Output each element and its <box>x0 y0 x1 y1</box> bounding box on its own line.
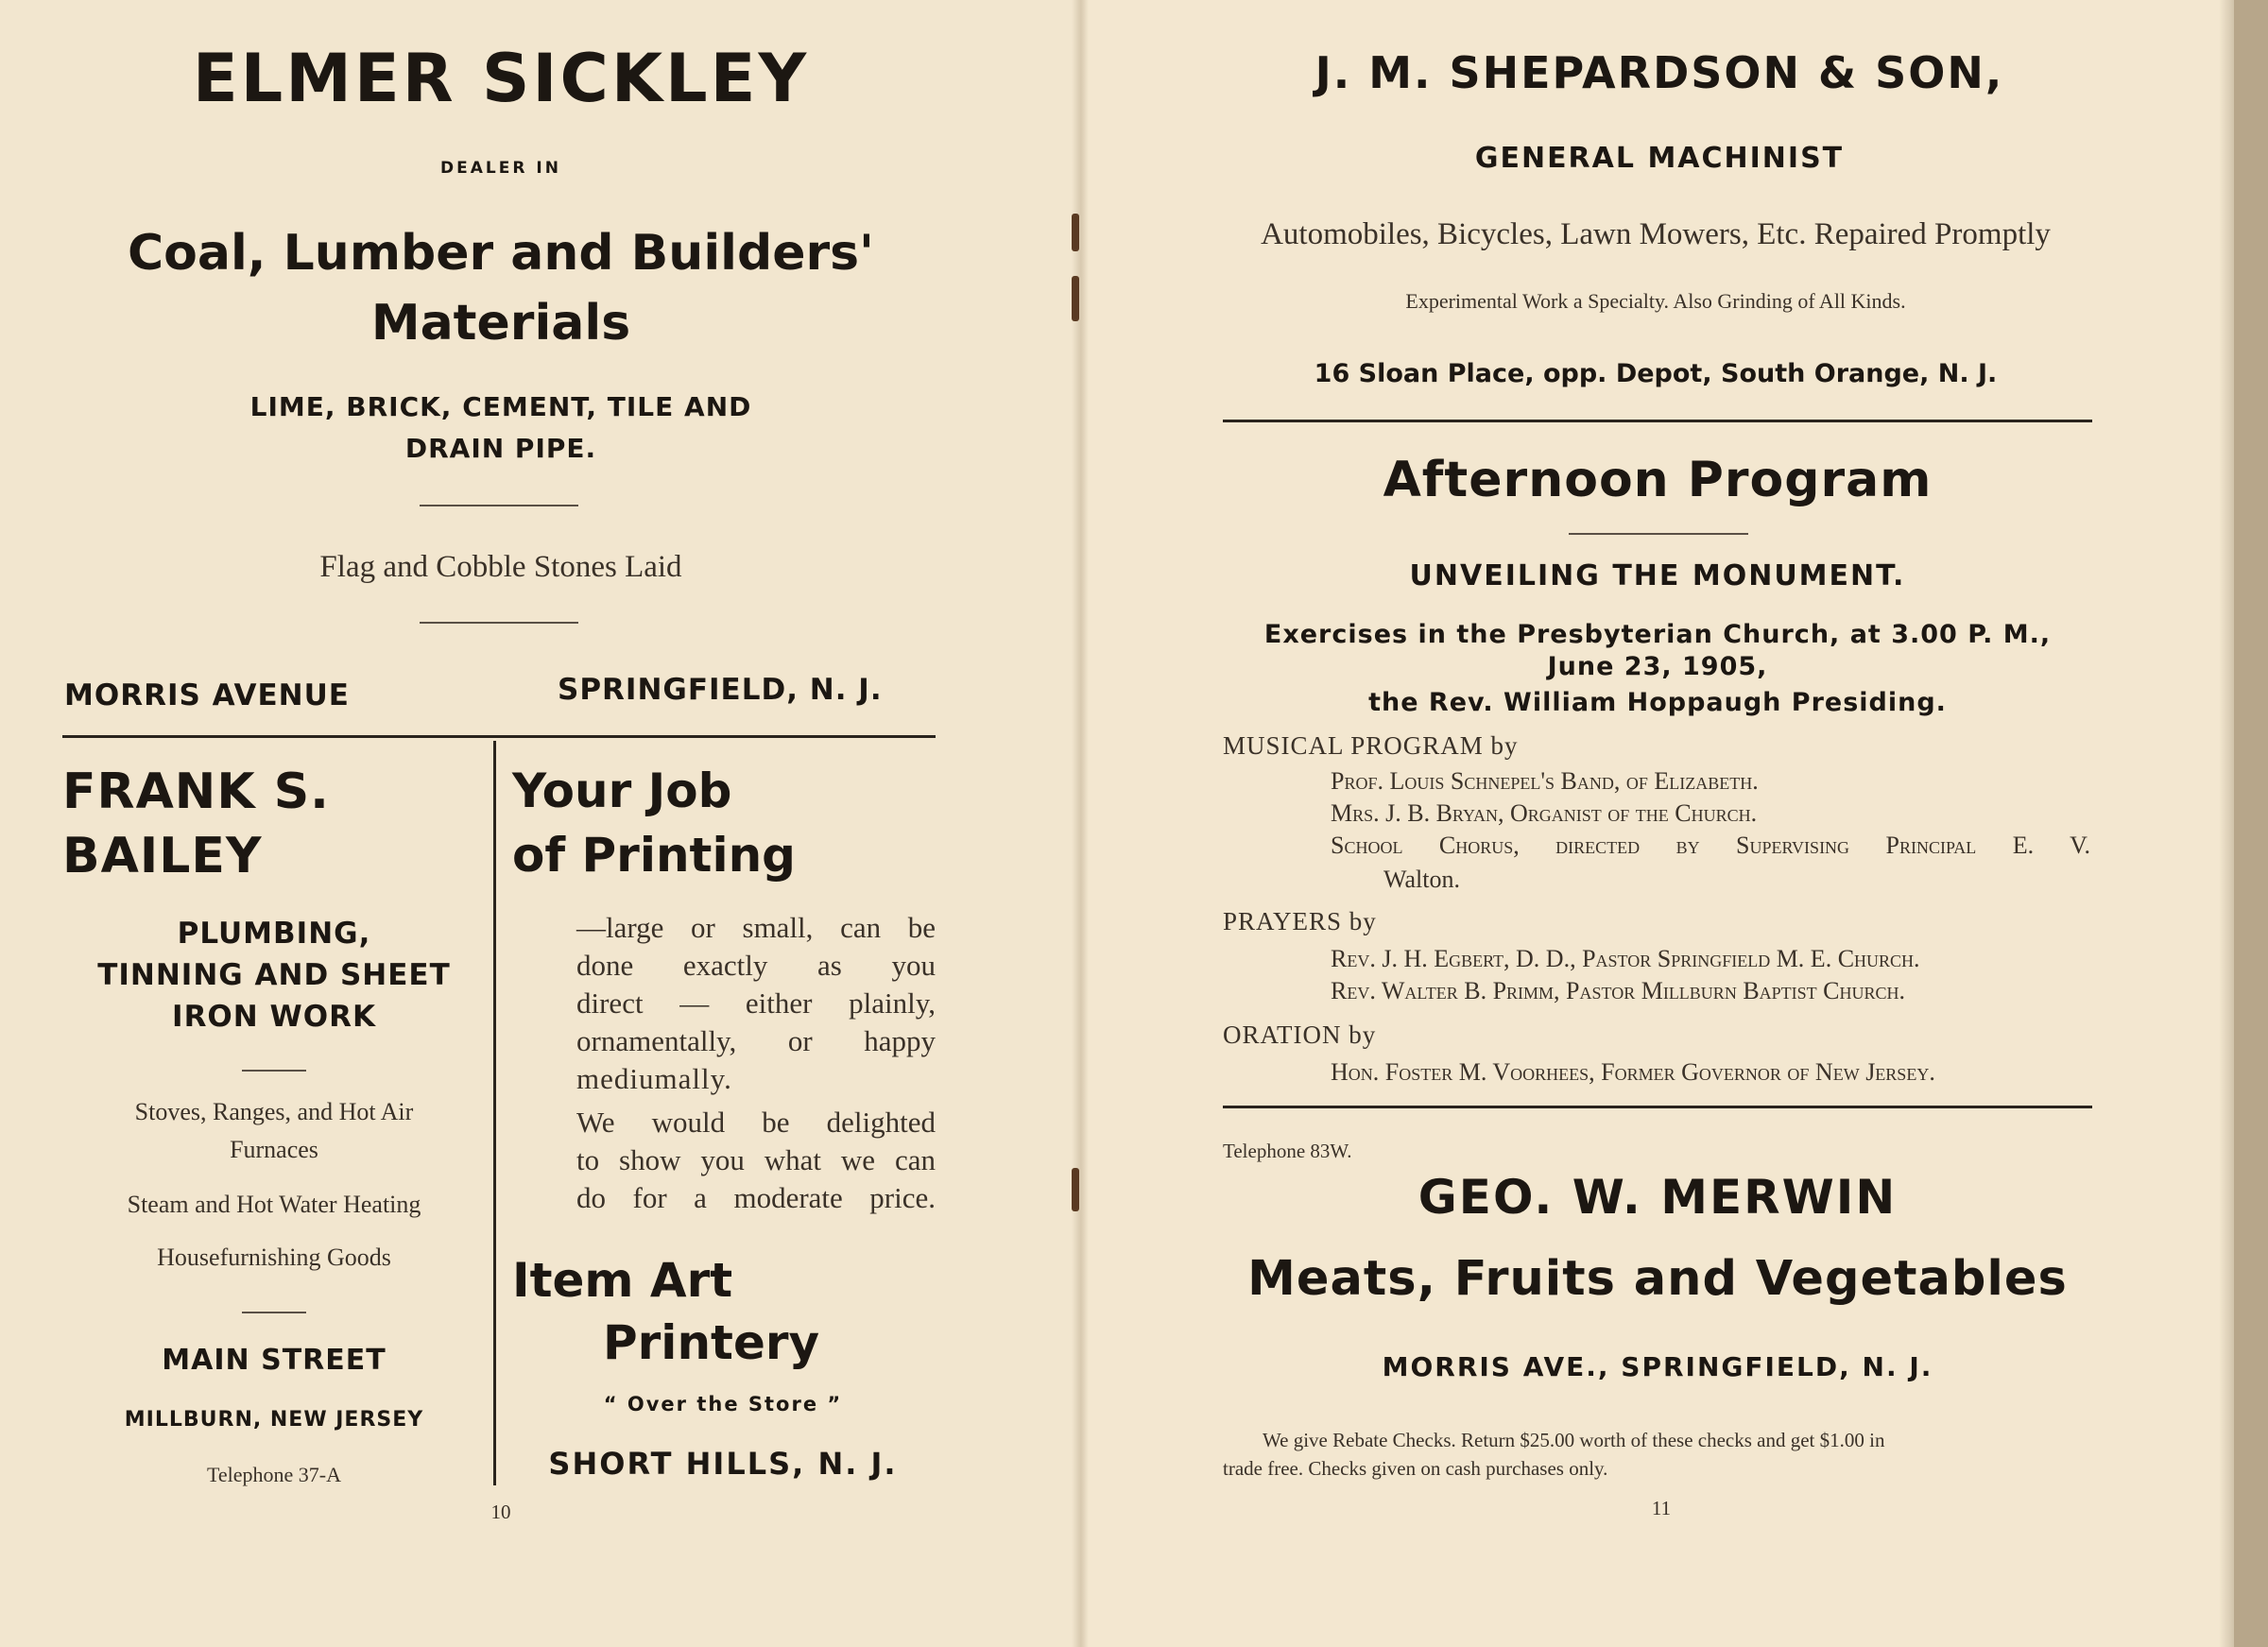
sickley-name: ELMER SICKLEY <box>192 40 810 117</box>
bailey-trade-line1: PLUMBING, <box>177 917 371 951</box>
sickley-town: SPRINGFIELD, N. J. <box>558 673 883 707</box>
merwin-goods: Meats, Fruits and Vegetables <box>1247 1251 2068 1307</box>
bailey-stoves-line1: Stoves, Ranges, and Hot Air <box>134 1098 414 1125</box>
program-subtitle: UNVEILING THE MONUMENT. <box>1409 559 1906 592</box>
program-exercises-line1: Exercises in the Presbyterian Church, at 3.00 P. M., <box>1263 620 2052 649</box>
staple-top <box>1072 214 1079 251</box>
program-title-rule <box>1569 533 1748 535</box>
printery-body-1: —large or small, can be <box>576 911 936 944</box>
shepardson-address: 16 Sloan Place, opp. Depot, South Orange, N. J. <box>1314 359 1998 388</box>
shepardson-trade: GENERAL MACHINIST <box>1474 142 1845 175</box>
bailey-telephone: Telephone 37-A <box>206 1463 342 1486</box>
merwin-name: GEO. W. MERWIN <box>1418 1170 1898 1225</box>
prayers-item-1: Rev. J. H. Egbert, D. D., Pastor Springfield M. E. Church. <box>1331 945 1920 972</box>
bailey-name-line1: FRANK S. <box>62 763 330 820</box>
printery-tagline: “ Over the Store ” <box>603 1393 843 1415</box>
left-column-divider <box>493 741 496 1485</box>
sickley-flag: Flag and Cobble Stones Laid <box>319 550 682 584</box>
sickley-goods-line1: Coal, Lumber and Builders' <box>128 225 874 282</box>
left-horizontal-rule <box>62 735 936 738</box>
merwin-address: MORRIS AVE., SPRINGFIELD, N. J. <box>1382 1351 1933 1382</box>
left-page-number: 10 <box>490 1501 511 1523</box>
printery-town: SHORT HILLS, N. J. <box>548 1446 898 1482</box>
bailey-trade-line2: TINNING AND SHEET <box>97 958 451 992</box>
program-exercises-line3: the Rev. William Hoppaugh Presiding. <box>1368 688 1947 717</box>
sickley-lime-line1: LIME, BRICK, CEMENT, TILE AND <box>249 391 752 422</box>
printery-body-2: done exactly as you <box>576 949 936 982</box>
printery-head-line1: Your Job <box>512 763 732 818</box>
printery-name-line2: Printery <box>603 1315 820 1370</box>
right-rule-2 <box>1223 1106 2092 1108</box>
musical-program-label: MUSICAL PROGRAM by <box>1223 731 1519 760</box>
page-edge-shadow <box>2219 0 2234 1647</box>
printery-body-7: to show you what we can <box>576 1143 936 1176</box>
sickley-goods-line2: Materials <box>370 295 631 352</box>
bailey-name-line2: BAILEY <box>62 828 263 884</box>
bailey-housefurnishing: Housefurnishing Goods <box>157 1244 391 1271</box>
bailey-steam: Steam and Hot Water Heating <box>127 1191 421 1218</box>
musical-item-4: Walton. <box>1383 866 1460 893</box>
merwin-telephone: Telephone 83W. <box>1223 1140 1352 1162</box>
bailey-trade-line3: IRON WORK <box>172 1000 376 1034</box>
sickley-rule-1 <box>420 505 578 506</box>
merwin-rebate-line1: We give Rebate Checks. Return $25.00 worth of these checks and get $1.00 in <box>1263 1429 1885 1451</box>
right-rule-1 <box>1223 420 2092 422</box>
program-title: Afternoon Program <box>1383 452 1933 508</box>
musical-item-2: Mrs. J. B. Bryan, Organist of the Church. <box>1331 799 1758 827</box>
oration-label: ORATION by <box>1223 1021 1377 1049</box>
shepardson-experimental: Experimental Work a Specialty. Also Grinding of All Kinds. <box>1405 289 1906 313</box>
staple-bottom <box>1072 1168 1079 1211</box>
printery-head-line2: of Printing <box>512 828 796 883</box>
shepardson-name: J. M. SHEPARDSON & SON, <box>1314 47 2004 98</box>
printery-body-6: We would be delighted <box>576 1106 936 1139</box>
bailey-rule-2 <box>242 1312 306 1313</box>
printery-body-4: ornamentally, or happy <box>576 1024 936 1057</box>
bailey-stoves-line2: Furnaces <box>230 1136 318 1163</box>
printery-name-line1: Item Art <box>512 1253 733 1308</box>
merwin-rebate-line2: trade free. Checks given on cash purchases only. <box>1223 1457 1608 1480</box>
bailey-street: MAIN STREET <box>162 1344 387 1377</box>
staple-top-lower <box>1072 276 1079 321</box>
right-page-number: 11 <box>1651 1497 1672 1519</box>
prayers-item-2: Rev. Walter B. Primm, Pastor Millburn Baptist Church. <box>1331 977 1906 1004</box>
bailey-town: MILLBURN, NEW JERSEY <box>124 1408 424 1432</box>
prayers-label: PRAYERS by <box>1223 907 1377 935</box>
printery-body-3: direct — either plainly, <box>576 986 936 1020</box>
sickley-lime-line2: DRAIN PIPE. <box>404 433 597 464</box>
sickley-street: MORRIS AVENUE <box>64 678 350 712</box>
printery-body-8: do for a moderate price. <box>576 1181 936 1214</box>
musical-item-3: School Chorus, directed by Supervising Principal E. V. <box>1331 832 2090 859</box>
sickley-rule-2 <box>420 622 578 624</box>
page-edge <box>2234 0 2268 1647</box>
musical-item-1: Prof. Louis Schnepel's Band, of Elizabeth. <box>1331 767 1759 795</box>
printery-body-5: mediumally. <box>576 1062 732 1095</box>
program-exercises-line2: June 23, 1905, <box>1547 652 1768 681</box>
shepardson-repairs: Automobiles, Bicycles, Lawn Mowers, Etc. Repaired Promptly <box>1261 217 2051 251</box>
bailey-rule-1 <box>242 1070 306 1072</box>
sickley-dealer: DEALER IN <box>440 159 561 178</box>
oration-item: Hon. Foster M. Voorhees, Former Governor of New Jersey. <box>1331 1058 1935 1086</box>
